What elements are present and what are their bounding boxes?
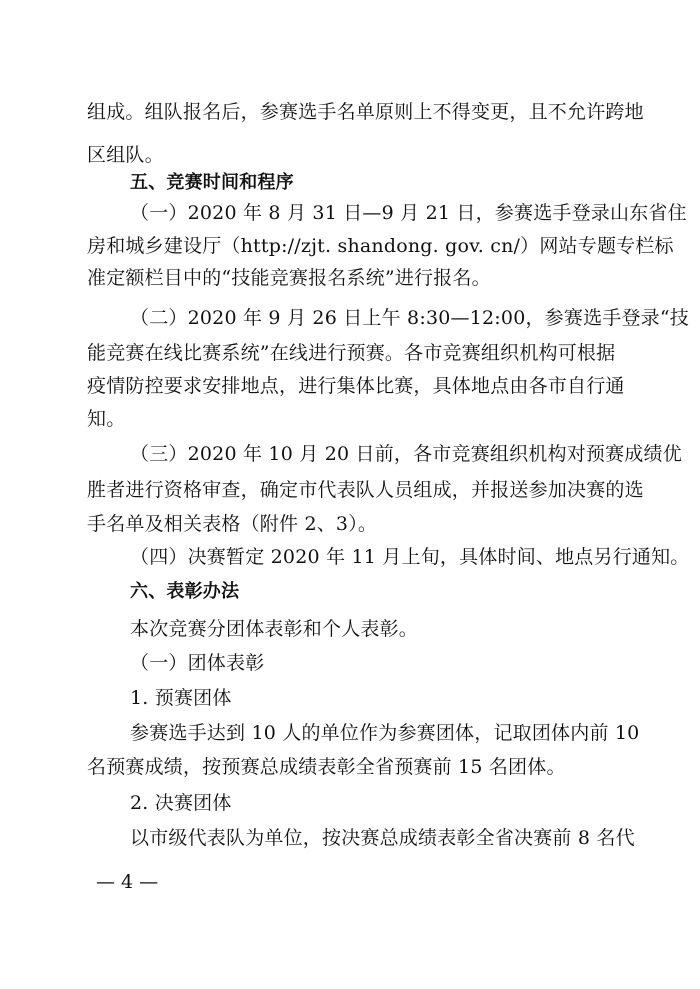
text-line: 手名单及相关表格（附件 2、3）。 — [87, 513, 378, 535]
text-line: 胜者进行资格审查，确定市代表队人员组成，并报送参加决赛的选 — [87, 479, 644, 501]
subsection-heading: 1. 预赛团体 — [130, 687, 232, 709]
text-line: 知。 — [87, 408, 126, 430]
text-line: 名预赛成绩，按预赛总成绩表彰全省预赛前 15 名团体。 — [87, 756, 566, 778]
section-heading: 五、竞赛时间和程序 — [130, 172, 294, 193]
text-line: 疫情防控要求安排地点，进行集体比赛，具体地点由各市自行通 — [87, 375, 625, 397]
text-line: 准定额栏目中的“技能竞赛报名系统”进行报名。 — [87, 267, 491, 289]
text-line: （一）2020 年 8 月 31 日—9 月 21 日，参赛选手登录山东省住 — [130, 202, 687, 224]
text-line: 房和城乡建设厅（http://zjt. shandong. gov. cn/）网站专题专栏标 — [87, 235, 674, 257]
text-line: 参赛选手达到 10 人的单位作为参赛团体，记取团体内前 10 — [130, 722, 640, 744]
text-line: （二）2020 年 9 月 26 日上午 8:30—12:00，参赛选手登录“技 — [130, 307, 689, 329]
text-line: 以市级代表队为单位，按决赛总成绩表彰全省决赛前 8 名代 — [130, 827, 635, 849]
page-number: — 4 — — [96, 871, 159, 893]
section-heading: 六、表彰办法 — [130, 581, 240, 602]
text-line: （四）决赛暂定 2020 年 11 月上旬，具体时间、地点另行通知。 — [130, 546, 690, 568]
text-line: 本次竞赛分团体表彰和个人表彰。 — [130, 618, 419, 640]
subsection-heading: （一）团体表彰 — [130, 652, 265, 674]
text-line: 区组队。 — [87, 144, 164, 166]
text-line: 能竞赛在线比赛系统”在线进行预赛。各市竞赛组织机构可根据 — [87, 342, 616, 364]
subsection-heading: 2. 决赛团体 — [130, 792, 232, 814]
text-line: （三）2020 年 10 月 20 日前，各市竞赛组织机构对预赛成绩优 — [130, 443, 682, 465]
text-line: 组成。组队报名后，参赛选手名单原则上不得变更，且不允许跨地 — [87, 101, 644, 123]
